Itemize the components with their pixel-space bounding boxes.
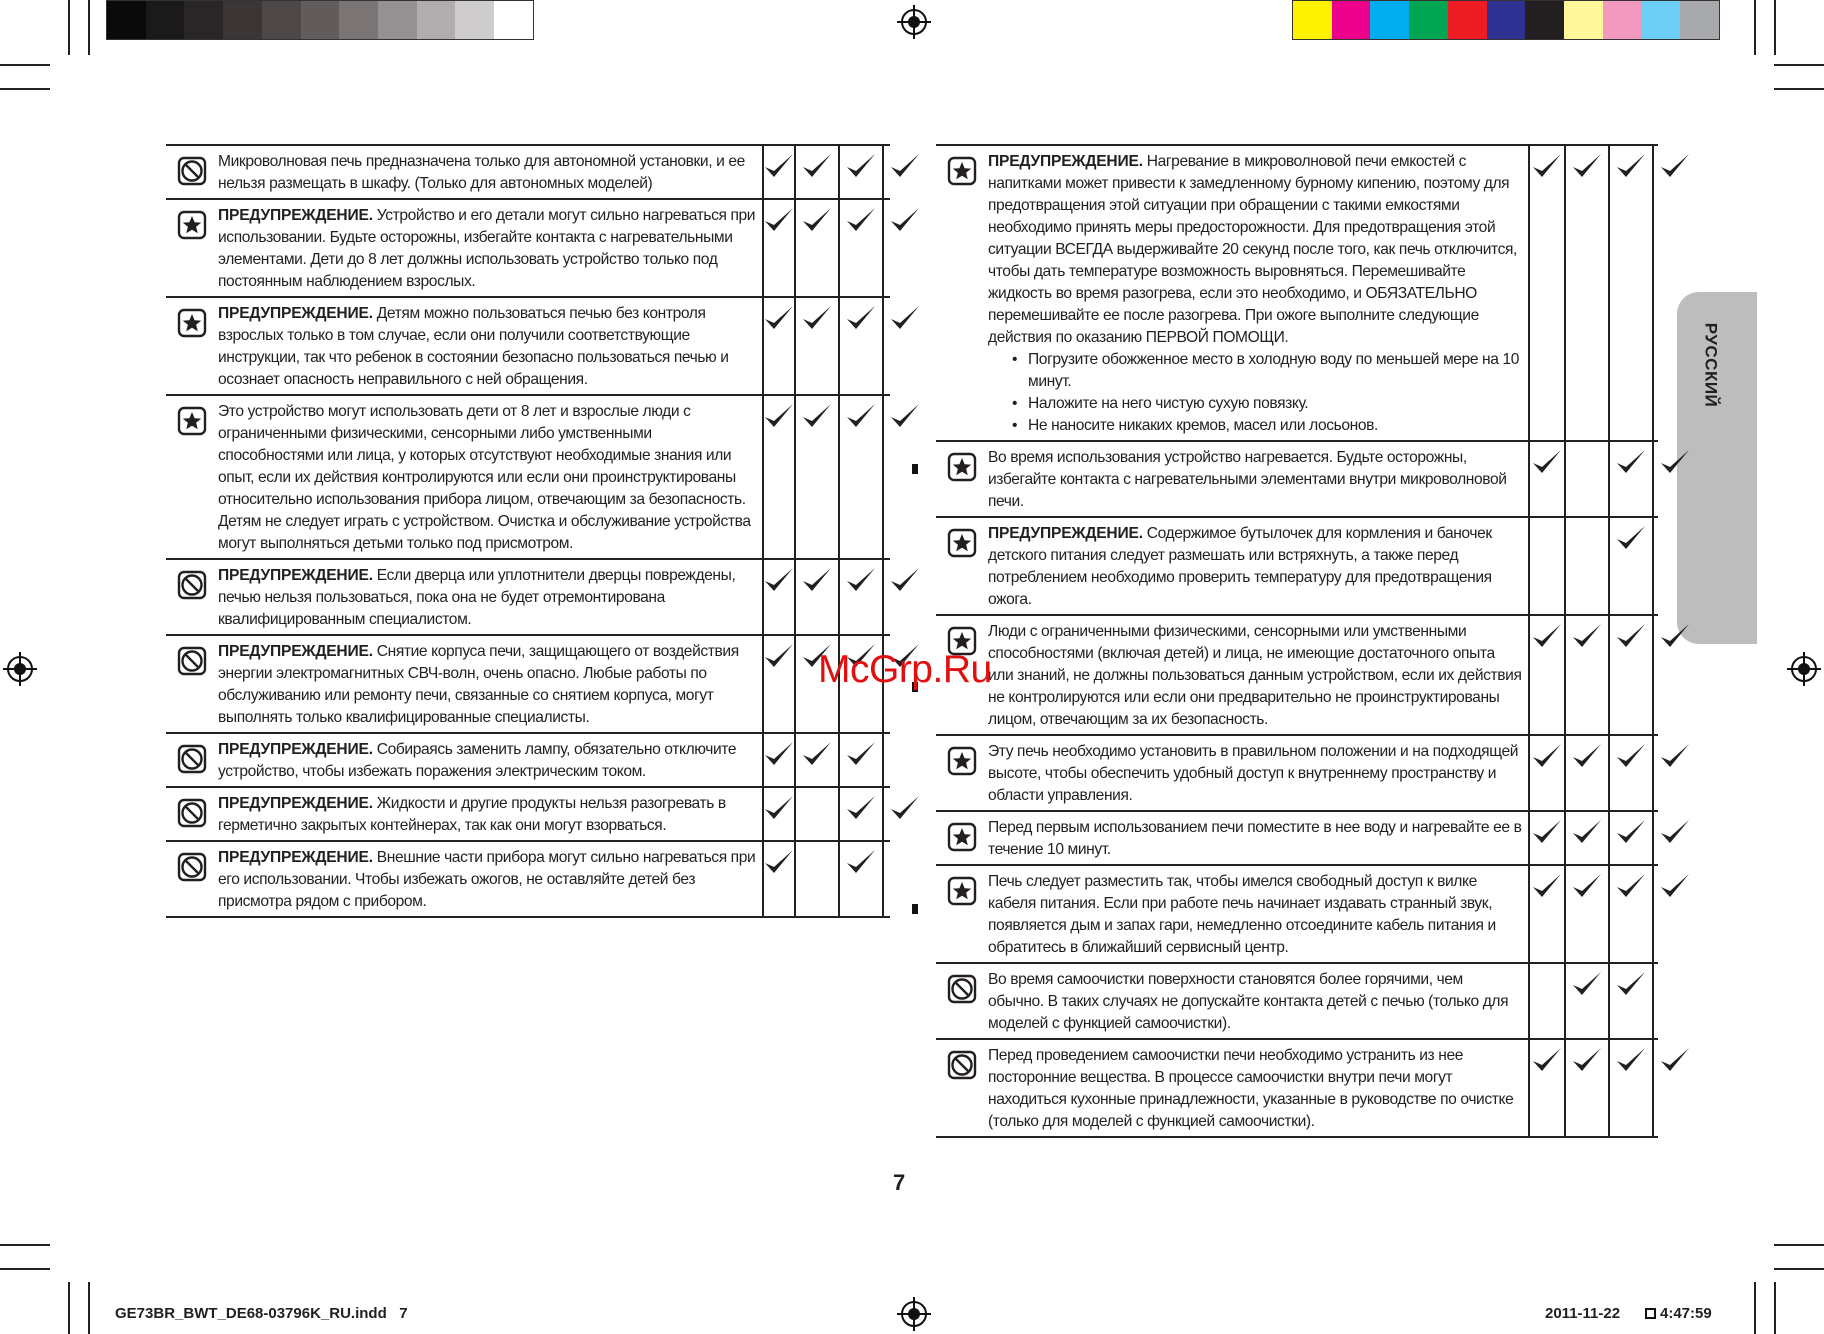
bullet-item: • Наложите на него чистую сухую повязку. [988,393,1522,415]
safety-text [988,866,1528,962]
model-check-cell [838,146,882,198]
prohibited-icon [166,734,218,786]
checkmark-icon [1658,446,1692,516]
crop-mark [88,0,90,55]
model-check-cell [1528,964,1564,1038]
checkmark-icon [800,400,834,558]
model-check-cell [838,298,882,394]
crop-mark [1774,1244,1824,1246]
model-check-cell [794,842,838,916]
bullet-item: • Не наносите никаких кремов, масел или лосьонов. [988,415,1522,437]
checkmark-icon [800,204,834,296]
checkmark-icon [800,302,834,394]
safety-text [218,788,762,840]
checkmark-icon [1658,150,1692,440]
checkmark-icon [1658,1044,1692,1136]
swatch [1370,1,1409,39]
safety-description: Снятие корпуса печи, защищающего от воздействия энергии электромагнитных СВЧ-волн, очень опасно. Любые работы по обслуживанию или ремонту печи, связанные со снятием корпуса, могут выполнять только квалифицированные специалисты. [218,643,739,726]
model-check-cell [1652,518,1696,614]
warning-star-icon [936,812,988,864]
prohibited-icon [166,560,218,634]
checkmark-icon [1570,740,1604,810]
checkmark-icon [1658,740,1692,810]
safety-text [218,636,762,732]
safety-row [166,636,890,734]
model-check-cell [1564,518,1608,614]
registration-mark-right-icon [1787,652,1821,686]
swatch [1409,1,1448,39]
checkmark-icon [800,738,834,786]
swatch [1564,1,1603,39]
model-check-cell [1528,736,1564,810]
model-check-cell [762,200,794,296]
checkmark-icon [844,846,878,916]
crop-mark [1774,1268,1824,1270]
crop-mark [0,64,50,66]
warning-star-icon [166,200,218,296]
model-check-cell [794,200,838,296]
safety-row [936,1040,1658,1138]
model-check-cell [1608,442,1652,516]
swatch [1293,1,1332,39]
model-check-cell [838,788,882,840]
safety-text [218,842,762,916]
warning-star-icon [936,866,988,962]
safety-row [166,788,890,842]
model-check-cell [794,298,838,394]
safety-description: Перед первым использованием печи поместите в нее воду и нагревайте ее в течение 10 минут. [988,819,1522,858]
safety-row [166,146,890,200]
swatch [417,1,456,39]
safety-description: Люди с ограниченными физическими, сенсорными или умственными способностями (включая детей) и лица, не имеющие достаточного опыта или знаний, не должны пользоваться данным устройством, если их действия не контролируются или если они предварительно не проинструктированы лицом, отвечающим за их безопасность. [988,623,1522,728]
crop-mark [1754,0,1756,55]
model-check-cell [882,788,926,840]
swatch [1487,1,1526,39]
checkmark-icon [762,204,796,296]
safety-text [988,812,1528,864]
model-check-cell [882,842,926,916]
safety-description: Микроволновая печь предназначена только для автономной установки, и ее нельзя размещать в шкафу. (Только для автономных моделей) [218,153,745,192]
checkmark-icon [1614,870,1648,962]
model-check-cell [794,788,838,840]
safety-text [218,200,762,296]
footer-time: 4:47:59 [1660,1305,1712,1322]
safety-row [166,734,890,788]
prohibited-icon [166,842,218,916]
clock-icon [1645,1308,1656,1319]
warning-label: ПРЕДУПРЕЖДЕНИЕ. [988,525,1143,542]
checkmark-icon [888,204,922,296]
checkmark-icon [1614,740,1648,810]
safety-row [166,560,890,636]
prohibited-icon [166,788,218,840]
safety-text [218,396,762,558]
model-check-cell [1652,1040,1696,1136]
warning-star-icon [936,736,988,810]
model-check-cell [794,560,838,634]
checkmark-icon [1530,620,1564,734]
model-check-cell [762,842,794,916]
prohibited-icon [166,146,218,198]
model-check-cell [762,560,794,634]
safety-text [988,736,1528,810]
model-check-cell [1528,866,1564,962]
safety-description: Жидкости и другие продукты нельзя разогревать в герметично закрытых контейнерах, так как они могут взорваться. [218,795,726,834]
safety-description: Во время использования устройство нагревается. Будьте осторожны, избегайте контакта с нагревательными элементами внутри микроволновой печи. [988,449,1507,510]
crop-mark [88,1282,90,1334]
model-check-cell [1608,616,1652,734]
model-check-cell [1608,812,1652,864]
checkmark-icon [1658,870,1692,962]
footer-date: 2011-11-22 [1545,1305,1621,1322]
model-check-cell [838,200,882,296]
model-check-cell [1528,442,1564,516]
safety-text [988,1040,1528,1136]
model-check-cell [1652,146,1696,440]
model-check-cell [882,560,926,634]
checkmark-icon [762,846,796,916]
swatch [378,1,417,39]
model-check-cell [882,200,926,296]
model-check-cell [1564,736,1608,810]
checkmark-icon [1530,816,1564,864]
warning-label: ПРЕДУПРЕЖДЕНИЕ. [218,207,373,224]
model-check-cell [1564,442,1608,516]
model-check-cell [1652,964,1696,1038]
checkmark-icon [1614,620,1648,734]
swatch [184,1,223,39]
safety-description: Нагревание в микроволновой печи емкостей с напитками может привести к замедленному бурному кипению, поэтому для предотвращения этой ситуации при обращении с такими емкостями необходимо принять меры предосторожности. Для предотвращения этой ситуации ВСЕГДА выдерживайте 20 секунд после того, как печь отключится, чтобы дать температуре возможность выровняться. Перемешивайте жидкость во время разогрева, если это необходимо, и ОБЯЗАТЕЛЬНО перемешивайте ее после разогрева. При ожоге выполните следующие действия по оказанию ПЕРВОЙ ПОМОЩИ. [988,153,1517,346]
model-check-cell [762,146,794,198]
safety-description: Содержимое бутылочек для кормления и баночек детского питания следует размешать или встряхнуть, а также перед потреблением необходимо проверить температуру для предотвращения ожога. [988,525,1492,608]
model-check-cell [1528,812,1564,864]
checkmark-icon [844,738,878,786]
safety-description: Детям можно пользоваться печью без контроля взрослых только в том случае, если они получили соответствующие инструкции, так что ребенок в состоянии безопасно пользоваться печью и осознает опасность неправильного с ней обращения. [218,305,729,388]
swatch [1641,1,1680,39]
crop-mark [0,88,50,90]
checkmark-icon [888,792,922,840]
model-check-cell [1652,616,1696,734]
safety-description: Внешние части прибора могут сильно нагреваться при его использовании. Чтобы избежать ожогов, не оставляйте детей без присмотра рядом с прибором. [218,849,756,910]
warning-label: ПРЕДУПРЕЖДЕНИЕ. [218,741,373,758]
model-check-cell [1564,964,1608,1038]
checkmark-icon [1570,870,1604,962]
model-check-cell [1652,442,1696,516]
checkmark-icon [888,302,922,394]
page-number: 7 [893,1170,906,1195]
prohibited-icon [936,964,988,1038]
swatch [1603,1,1642,39]
checkmark-icon [1570,816,1604,864]
swatch [339,1,378,39]
warning-label: ПРЕДУПРЕЖДЕНИЕ. [218,643,373,660]
model-check-cell [1528,1040,1564,1136]
model-check-cell [794,396,838,558]
safety-row [166,842,890,918]
model-check-cell [1564,616,1608,734]
safety-text [218,560,762,634]
safety-row [936,518,1658,616]
right-safety-table [936,144,1658,1138]
checkmark-icon [1658,620,1692,734]
model-check-cell [1564,1040,1608,1136]
crop-mark [1774,88,1824,90]
model-check-cell [1528,146,1564,440]
checkmark-icon [1614,968,1648,1038]
safety-text [988,964,1528,1038]
swatch [494,1,533,39]
checkmark-icon [844,564,878,634]
model-check-cell [838,396,882,558]
model-check-cell [882,396,926,558]
safety-row [936,866,1658,964]
warning-label: ПРЕДУПРЕЖДЕНИЕ. [218,567,373,584]
swatch [1448,1,1487,39]
crop-mark [0,1268,50,1270]
watermark: McGrp.Ru [818,648,992,691]
model-check-cell [762,734,794,786]
checkmark-icon [1570,968,1604,1038]
bullet-item: • Погрузите обожженное место в холодную воду по меньшей мере на 10 минут. [988,349,1522,393]
safety-row [936,812,1658,866]
model-check-cell [1564,146,1608,440]
checkmark-icon [888,564,922,634]
model-check-cell [1608,146,1652,440]
registration-mark-left-icon [3,652,37,686]
safety-description: Собираясь заменить лампу, обязательно отключите устройство, чтобы избежать поражения электрическим током. [218,741,737,780]
crop-mark [68,1282,70,1334]
crop-mark [1754,1282,1756,1334]
crop-mark [0,1244,50,1246]
footer-filename: GE73BR_BWT_DE68-03796K_RU.indd 7 [115,1305,408,1322]
swatch [1525,1,1564,39]
warning-star-icon [166,396,218,558]
checkmark-icon [1530,446,1564,516]
checkmark-icon [762,792,796,840]
checkmark-icon [1570,1044,1604,1136]
warning-label: ПРЕДУПРЕЖДЕНИЕ. [218,305,373,322]
footer-timestamp [1645,1305,1712,1322]
checkmark-icon [800,564,834,634]
safety-row [936,442,1658,518]
safety-text [988,442,1528,516]
safety-description: Если дверца или уплотнители дверцы повреждены, печью нельзя пользоваться, пока она не будет отремонтирована квалифицированным специалистом. [218,567,736,628]
safety-text [988,616,1528,734]
left-safety-table [166,144,890,918]
model-check-cell [1608,518,1652,614]
checkmark-icon [1614,522,1648,614]
color-bar [1292,0,1720,40]
model-check-cell [762,396,794,558]
checkmark-icon [1530,1044,1564,1136]
checkmark-icon [762,302,796,394]
safety-description: Эту печь необходимо установить в правильном положении и на подходящей высоте, чтобы обеспечить удобный доступ к внутреннему пространству и области управления. [988,743,1519,804]
warning-star-icon [936,518,988,614]
checkmark-icon [844,400,878,558]
warning-label: ПРЕДУПРЕЖДЕНИЕ. [988,153,1143,170]
checkmark-icon [1530,870,1564,962]
model-check-cell [1608,1040,1652,1136]
safety-text [218,734,762,786]
model-check-cell [1652,736,1696,810]
safety-row [166,396,890,560]
model-check-cell [838,842,882,916]
swatch [262,1,301,39]
model-check-cell [838,734,882,786]
crop-mark [1774,1282,1776,1334]
checkmark-icon [1614,1044,1648,1136]
model-check-cell [882,298,926,394]
checkmark-icon [800,150,834,198]
checkmark-icon [844,150,878,198]
model-check-cell [1608,964,1652,1038]
swatch [301,1,340,39]
checkmark-icon [1614,446,1648,516]
model-check-cell [1564,812,1608,864]
checkmark-icon [844,792,878,840]
checkmark-icon [1658,816,1692,864]
safety-text [218,298,762,394]
registration-mark-top-icon [897,5,931,39]
safety-row [166,200,890,298]
registration-mark-bottom-icon [897,1297,931,1331]
checkmark-icon [844,302,878,394]
safety-text [988,518,1528,614]
checkmark-icon [1530,740,1564,810]
safety-text [218,146,762,198]
checkmark-icon [1530,150,1564,440]
swatch [107,1,146,39]
model-check-cell [882,734,926,786]
model-check-cell [794,734,838,786]
safety-description: Во время самоочистки поверхности становятся более горячими, чем обычно. В таких случаях не допускайте контакта детей с печью (только для моделей с функцией самоочистки). [988,971,1509,1032]
model-check-cell [794,146,838,198]
checkmark-icon [888,150,922,198]
safety-row [936,964,1658,1040]
model-check-cell [1564,866,1608,962]
model-check-cell [762,788,794,840]
model-check-cell [762,636,794,732]
warning-label: ПРЕДУПРЕЖДЕНИЕ. [218,849,373,866]
warning-star-icon [936,442,988,516]
checkmark-icon [1614,150,1648,440]
prohibited-icon [166,636,218,732]
swatch [455,1,494,39]
warning-star-icon [166,298,218,394]
warning-star-icon [936,146,988,440]
checkmark-icon [1570,620,1604,734]
model-check-cell [1652,812,1696,864]
model-check-cell [838,560,882,634]
swatch [1680,1,1719,39]
language-tab-label [1690,305,1730,425]
model-check-cell [882,146,926,198]
safety-row [936,146,1658,442]
safety-row [936,736,1658,812]
checkmark-icon [762,738,796,786]
checkmark-icon [762,564,796,634]
grayscale-bar [106,0,534,40]
crop-mark [1774,0,1776,55]
model-check-cell [762,298,794,394]
model-check-cell [1528,616,1564,734]
checkmark-icon [762,400,796,558]
safety-row [166,298,890,396]
model-check-cell [1528,518,1564,614]
safety-row [936,616,1658,736]
model-check-cell [1608,866,1652,962]
checkmark-icon [888,400,922,558]
swatch [223,1,262,39]
safety-description: Это устройство могут использовать дети от 8 лет и взрослые люди с ограниченными физическими, сенсорными либо умственными способностями или лица, у которых отсутствуют необходимые знания или опыт, если их действия контролируются или если они проинструктированы относительно использования прибора лицом, отвечающим за безопасность. Детям не следует играть с устройством. Очистка и обслуживание устройства могут выполняться детьми только под присмотром. [218,403,751,552]
checkmark-icon [844,204,878,296]
language-tab-text: РУССКИЙ [1701,322,1720,408]
safety-description: Печь следует разместить так, чтобы имелся свободный доступ к вилке кабеля питания. Если при работе печь начинает издавать странный звук, появляется дым и запах гари, немедленно отсоедините кабель питания и обратитесь в ближайший сервисный центр. [988,873,1496,956]
safety-text [988,146,1528,440]
crop-mark [1774,64,1824,66]
checkmark-icon [762,150,796,198]
model-check-cell [1608,736,1652,810]
safety-description: Устройство и его детали могут сильно нагреваться при использовании. Будьте осторожны, избегайте контакта с нагревательными элементами. Дети до 8 лет должны использовать устройство только под постоянным наблюдением взрослых. [218,207,756,290]
swatch [146,1,185,39]
crop-mark [68,0,70,55]
swatch [1332,1,1371,39]
model-check-cell [1652,866,1696,962]
prohibited-icon [936,1040,988,1136]
checkmark-icon [1570,150,1604,440]
safety-description: Перед проведением самоочистки печи необходимо устранить из нее посторонние вещества. В процессе самоочистки внутри печи могут находиться кухонные принадлежности, указанные в руководстве по очистке (только для моделей с функцией самоочистки). [988,1047,1514,1130]
checkmark-icon [1614,816,1648,864]
warning-label: ПРЕДУПРЕЖДЕНИЕ. [218,795,373,812]
checkmark-icon [762,640,796,732]
